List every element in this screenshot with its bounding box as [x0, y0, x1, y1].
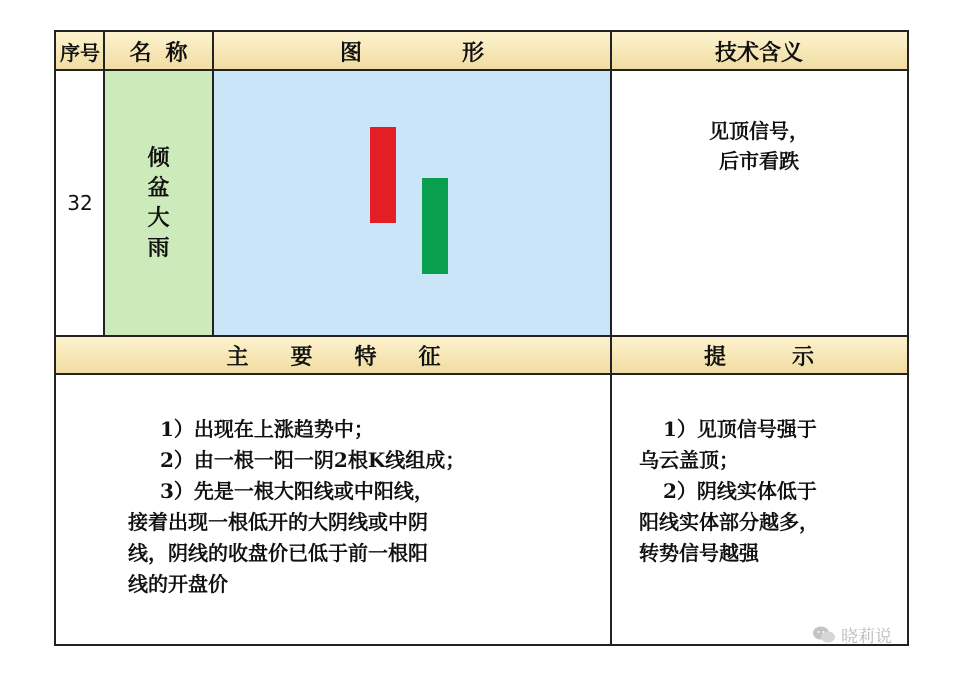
- feature-line: 3）先是一根大阳线或中阳线，: [160, 479, 434, 503]
- watermark-text: 晓莉说: [841, 627, 892, 647]
- name-char: 雨: [147, 235, 170, 261]
- header-figure-char: 图: [339, 39, 362, 66]
- bearish-candle: [422, 178, 448, 274]
- feature-line: 线的开盘价: [128, 572, 228, 596]
- pattern-table: [54, 30, 909, 646]
- watermark: [812, 622, 892, 647]
- grid-line: [56, 335, 907, 337]
- features-title-char: 要: [290, 343, 313, 370]
- tips-title-char: 示: [792, 343, 815, 370]
- tips-text: [611, 374, 907, 644]
- wechat-icon: [812, 625, 836, 645]
- features-title-char: 主: [226, 343, 249, 370]
- name-char: 盆: [147, 175, 170, 201]
- name-char: 大: [147, 205, 170, 231]
- header-index-label: 序号: [60, 40, 100, 65]
- grid-line: [56, 69, 907, 71]
- features-title-char: 征: [418, 343, 441, 370]
- tips-title-char: 提: [703, 343, 726, 370]
- feature-line: 线，阴线的收盘价已低于前一根阳: [128, 541, 428, 565]
- header-meaning: [611, 32, 907, 70]
- tip-line: 1）见顶信号强于: [663, 417, 817, 441]
- row-index: [56, 70, 104, 336]
- name-char: 倾: [147, 145, 170, 171]
- grid-line: [610, 32, 612, 644]
- feature-line: 2）由一根一阳一阴2根K线组成；: [160, 448, 466, 472]
- row-name: [104, 70, 213, 336]
- tip-line: 阳线实体部分越多，: [639, 510, 819, 534]
- header-index: [56, 32, 104, 70]
- grid-line: [56, 373, 907, 375]
- meaning-line: 见顶信号，: [709, 119, 809, 143]
- feature-line: 接着出现一根低开的大阴线或中阴: [128, 510, 428, 534]
- tip-line: 2）阴线实体低于: [663, 479, 817, 503]
- header-figure: [213, 32, 611, 70]
- header-name-char: 名: [129, 39, 152, 66]
- header-name-char: 称: [165, 39, 188, 66]
- tip-line: 转势信号越强: [639, 541, 759, 565]
- header-figure-char: 形: [462, 39, 485, 66]
- tip-line: 乌云盖顶；: [639, 448, 739, 472]
- grid-line: [212, 32, 214, 336]
- technical-meaning: [611, 70, 907, 336]
- bullish-candle: [370, 127, 396, 223]
- candlestick-figure: [213, 70, 611, 336]
- tips-header: [611, 336, 907, 374]
- grid-line: [103, 32, 105, 336]
- features-header: [56, 336, 611, 374]
- meaning-line: 后市看跌: [719, 149, 799, 173]
- row-index-value: 32: [67, 191, 93, 215]
- feature-line: 1）出现在上涨趋势中；: [160, 417, 374, 441]
- features-text: [56, 374, 611, 644]
- header-name: [104, 32, 213, 70]
- features-title-char: 特: [354, 343, 377, 370]
- header-meaning-label: 技术含义: [714, 39, 803, 66]
